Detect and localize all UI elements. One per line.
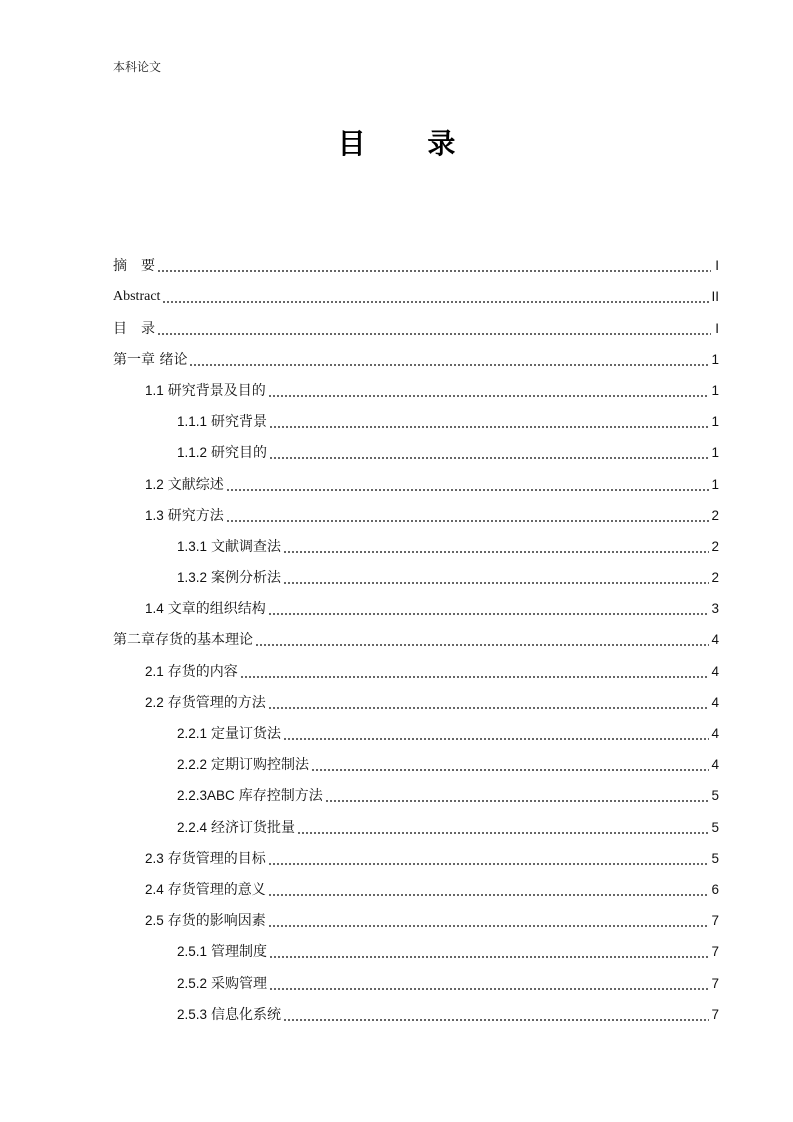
toc-entry[interactable] <box>113 931 719 962</box>
toc-dot-leader <box>226 506 710 526</box>
toc-entry-label: 研究目的 <box>211 445 268 462</box>
toc-entry-page: 1 <box>711 445 719 461</box>
toc-entry-label: 第一章 绪论 <box>113 351 188 368</box>
toc-entry-number: 2.4 <box>145 881 164 897</box>
toc-entry-page: 4 <box>711 726 719 741</box>
toc-entry[interactable] <box>113 869 719 900</box>
toc-entry[interactable] <box>113 962 719 993</box>
toc-dot-leader <box>268 381 710 401</box>
toc-entry[interactable] <box>113 775 719 806</box>
toc-dot-leader <box>325 786 710 806</box>
toc-entry[interactable] <box>113 744 719 775</box>
toc-entry[interactable] <box>113 994 719 1025</box>
toc-entry[interactable] <box>113 432 719 463</box>
toc-entry-label: 摘 要 <box>113 258 155 275</box>
toc-dot-leader <box>189 350 709 370</box>
toc-entry[interactable] <box>113 495 719 526</box>
toc-entry[interactable] <box>113 806 719 837</box>
toc-entry-label: 文献综述 <box>167 476 224 493</box>
toc-dot-leader <box>283 568 709 588</box>
toc-entry-label: 存货管理的意义 <box>167 881 266 898</box>
toc-entry[interactable] <box>113 339 719 370</box>
toc-entry-label: 研究背景 <box>211 414 268 431</box>
toc-entry-number: 2.5.1 <box>177 944 208 960</box>
toc-entry-page: 1 <box>711 476 719 492</box>
toc-entry-label: 管理制度 <box>211 944 268 961</box>
toc-entry[interactable] <box>113 682 719 713</box>
toc-entry[interactable] <box>113 838 719 869</box>
toc-entry-label: 文章的组织结构 <box>167 601 266 618</box>
toc-entry[interactable] <box>113 650 719 681</box>
toc-entry-label: 库存控制方法 <box>238 788 323 805</box>
toc-entry[interactable] <box>113 370 719 401</box>
toc-entry-page: 5 <box>711 788 719 804</box>
toc-entry[interactable] <box>113 900 719 931</box>
toc-dot-leader <box>297 818 709 838</box>
toc-list <box>113 245 719 1025</box>
toc-entry-number: 2.2.1 <box>177 726 208 741</box>
toc-entry-label: 第二章存货的基本理论 <box>113 632 253 649</box>
toc-entry[interactable] <box>113 713 719 744</box>
toc-dot-leader <box>269 412 709 432</box>
toc-dot-leader <box>157 319 711 339</box>
toc-entry[interactable] <box>113 276 719 307</box>
toc-entry-number: 2.2.3ABC <box>177 788 235 804</box>
toc-entry-page: 2 <box>711 570 719 586</box>
toc-entry-label: 文献调查法 <box>211 538 282 555</box>
toc-entry-page: 7 <box>711 1006 719 1022</box>
toc-entry-label: 采购管理 <box>211 975 268 992</box>
toc-entry[interactable] <box>113 463 719 494</box>
toc-entry-number: 2.3 <box>145 850 164 866</box>
toc-entry-page: 4 <box>711 757 719 773</box>
toc-entry-label: 存货的影响因素 <box>167 913 266 930</box>
toc-entry-label: 定期订购控制法 <box>211 757 310 774</box>
toc-entry[interactable] <box>113 557 719 588</box>
toc-entry-page: 7 <box>711 944 719 960</box>
toc-entry-label: 存货管理的目标 <box>167 850 266 867</box>
toc-entry-page: 4 <box>711 663 719 679</box>
toc-entry[interactable] <box>113 307 719 338</box>
toc-dot-leader <box>283 537 709 557</box>
toc-entry-number: 2.5 <box>145 913 164 929</box>
toc-dot-leader <box>268 599 710 619</box>
toc-entry-page: 2 <box>711 538 719 554</box>
toc-dot-leader <box>268 849 710 869</box>
toc-dot-leader <box>162 287 709 307</box>
toc-entry-label: 案例分析法 <box>211 570 282 587</box>
toc-entry[interactable] <box>113 401 719 432</box>
toc-entry[interactable] <box>113 245 719 276</box>
toc-dot-leader <box>311 755 709 775</box>
toc-entry-number: 2.2.2 <box>177 757 208 773</box>
toc-entry-label: 研究背景及目的 <box>167 382 266 399</box>
toc-dot-leader <box>283 1005 709 1025</box>
toc-entry-page: I <box>715 258 719 274</box>
toc-entry-number: 1.4 <box>145 601 164 617</box>
toc-entry-page: 5 <box>711 850 719 866</box>
toc-entry-page: 6 <box>711 881 719 897</box>
toc-entry-page: 7 <box>711 913 719 929</box>
toc-entry-page: 1 <box>711 351 719 367</box>
toc-dot-leader <box>269 443 709 463</box>
toc-entry-label: Abstract <box>113 289 161 305</box>
toc-entry[interactable] <box>113 526 719 557</box>
toc-entry-page: I <box>715 320 719 336</box>
toc-entry-label: 存货管理的方法 <box>167 694 266 711</box>
toc-entry-label: 经济订货批量 <box>211 819 296 836</box>
toc-title: 目 录 <box>337 127 482 160</box>
toc-entry[interactable] <box>113 588 719 619</box>
toc-entry-number: 1.3.2 <box>177 570 208 586</box>
toc-dot-leader <box>240 662 710 682</box>
toc-entry[interactable] <box>113 619 719 650</box>
toc-entry-number: 1.1.2 <box>177 445 208 461</box>
toc-dot-leader <box>269 942 709 962</box>
toc-entry-label: 存货的内容 <box>167 663 238 680</box>
toc-entry-label: 信息化系统 <box>211 1006 282 1023</box>
toc-entry-label: 目 录 <box>113 320 155 337</box>
toc-entry-number: 2.2 <box>145 694 164 710</box>
toc-entry-page: 4 <box>711 694 719 710</box>
toc-entry-number: 2.1 <box>145 663 164 679</box>
toc-entry-page: 7 <box>711 975 719 991</box>
toc-entry-page: 5 <box>711 819 719 835</box>
toc-entry-number: 2.2.4 <box>177 819 208 835</box>
toc-dot-leader <box>268 693 710 713</box>
toc-entry-page: 4 <box>711 632 719 648</box>
toc-entry-number: 1.2 <box>145 476 164 492</box>
toc-dot-leader <box>269 974 709 994</box>
toc-dot-leader <box>283 724 709 744</box>
toc-entry-page: 1 <box>711 382 719 398</box>
toc-entry-number: 1.1 <box>145 382 164 398</box>
toc-entry-page: 1 <box>711 414 719 430</box>
toc-dot-leader <box>157 256 711 276</box>
toc-entry-number: 2.5.3 <box>177 1006 208 1022</box>
toc-entry-number: 1.1.1 <box>177 414 208 430</box>
toc-entry-number: 1.3 <box>145 507 164 523</box>
toc-entry-number: 2.5.2 <box>177 975 208 991</box>
toc-dot-leader <box>268 880 710 900</box>
toc-dot-leader <box>226 475 710 495</box>
toc-entry-page: II <box>711 289 719 305</box>
running-header: 本科论文 <box>113 60 162 74</box>
toc-entry-page: 2 <box>711 507 719 523</box>
toc-entry-number: 1.3.1 <box>177 538 208 554</box>
toc-dot-leader <box>255 630 709 650</box>
toc-entry-label: 定量订货法 <box>211 726 282 742</box>
toc-entry-page: 3 <box>711 601 719 617</box>
toc-entry-label: 研究方法 <box>167 507 224 524</box>
toc-dot-leader <box>268 911 710 931</box>
